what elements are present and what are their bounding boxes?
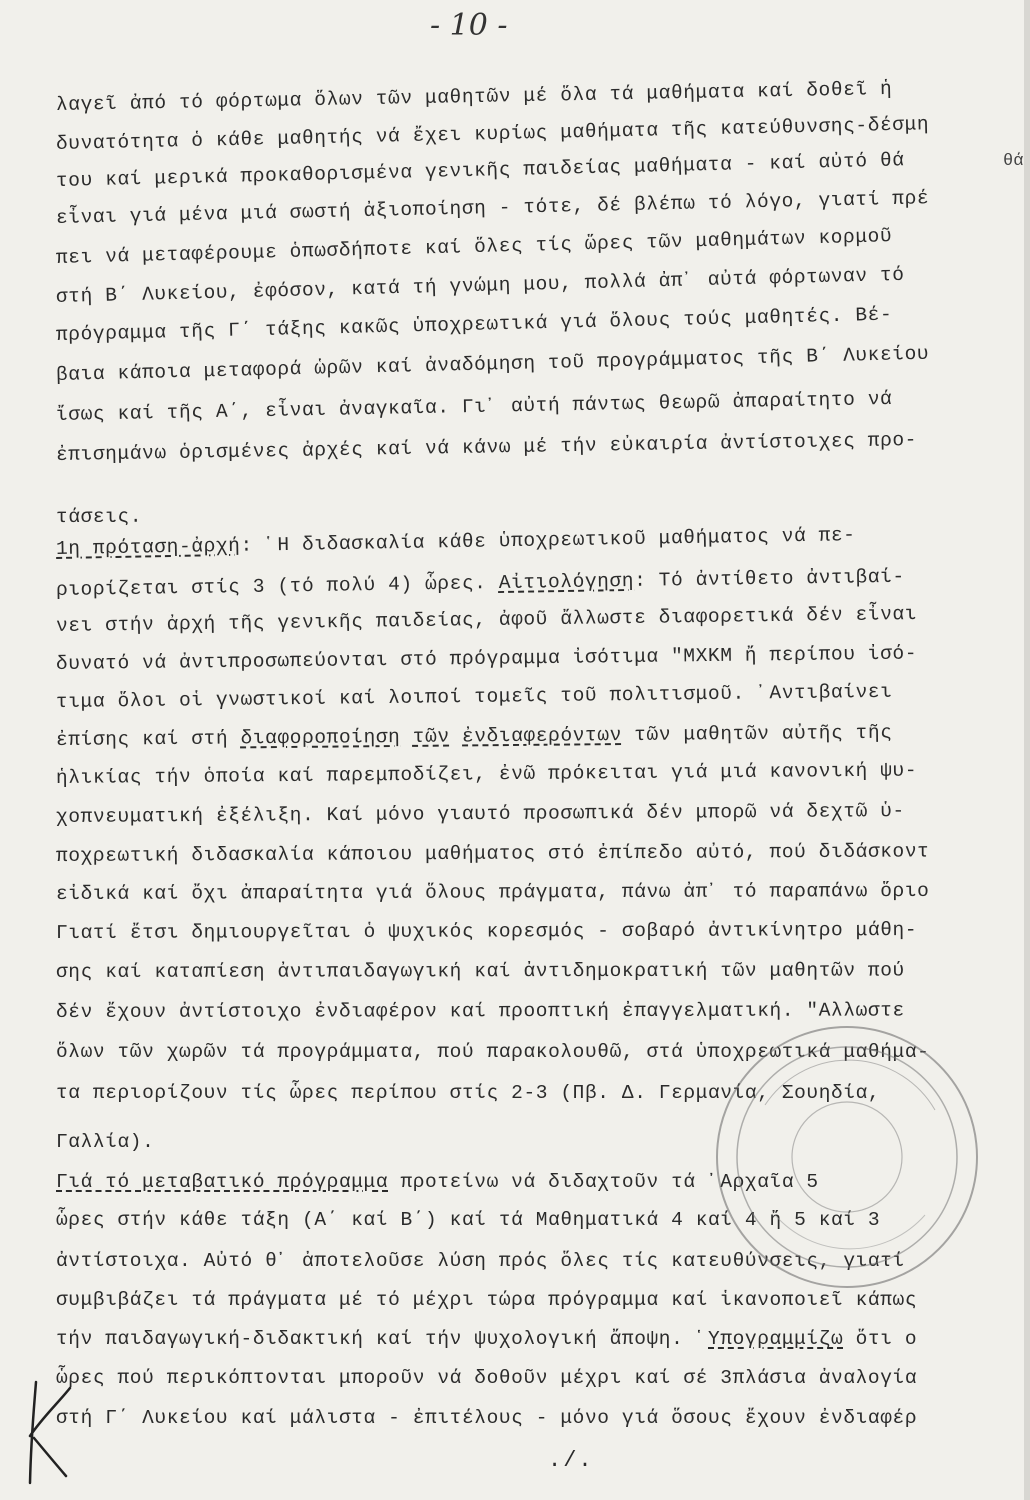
- text-segment: πει νά μεταφέρουμε ὁπωσδήποτε καί ὅλες τίς ὥρες τῶν μαθημάτων κορμοῦ: [55, 225, 893, 269]
- text-line: [56, 839, 930, 868]
- text-segment: Γιατί ἔτσι δημιουργεῖται ὁ ψυχικός κορεσμός - σοβαρό ἀντικίνητρο μάθη-: [55, 918, 918, 944]
- underlined-text: 1η πρόταση-ἀρχή: [55, 534, 241, 560]
- text-segment: Γαλλία).: [56, 1131, 155, 1153]
- text-segment: χοπνευματική ἐξέλιξη. Καί μόνο γιαυτό προσωπικά δέν μπορῶ νά δεχτῶ ὑ-: [55, 800, 905, 828]
- text-segment: εἶναι γιά μένα μιά σωστή ἀξιοποίηση - τότε, δέ βλέπω τό λόγο, γιατί πρέ: [55, 187, 930, 229]
- underlined-text: διαφοροποίηση: [240, 725, 401, 750]
- text-line: [56, 387, 893, 427]
- text-line: [56, 565, 905, 602]
- text-segment: τῶν μαθητῶν αὐτῆς τῆς: [621, 721, 893, 747]
- text-line: [56, 959, 905, 984]
- text-segment: ἡλικίας τήν ὁποία καί παρεμποδίζει, ἐνῶ πρόκειται γιά μιά κανονική ψυ-: [55, 759, 918, 789]
- text-line: [56, 758, 917, 790]
- text-line: [56, 879, 930, 906]
- text-segment: ὅτι ο: [843, 1328, 918, 1350]
- end-mark: ./.: [548, 1448, 594, 1473]
- underlined-text: Αἰτιολόγηση: [498, 569, 635, 595]
- text-line: [56, 1130, 154, 1154]
- text-segment: τάσεις.: [55, 505, 143, 528]
- text-segment: συμβιβάζει τά πράγματα μέ τό μέχρι τώρα πρόγραμμα καί ἱκανοποιεῖ κάπως: [56, 1289, 918, 1311]
- text-segment: ὧρες πού περικόπτονται μποροῦν νά δοθοῦν μέχρι καί σέ 3πλάσια ἀναλογία: [56, 1367, 918, 1389]
- text-line: [56, 641, 917, 676]
- text-line: [56, 77, 893, 117]
- text-segment: στή Β΄ Λυκείου, ἐφόσον, κατά τή γνώμη μου, πολλά ἀπ᾽ αὐτά φόρτωναν τό: [55, 263, 905, 308]
- text-segment: ποχρεωτική διδασκαλία κάποιου μαθήματος στό ἐπίπεδο αὐτό, πού διδάσκοντ: [55, 840, 930, 867]
- text-line: [56, 918, 917, 945]
- text-segment: δέν ἔχουν ἀντίστοιχο ἐνδιαφέρον καί προοπτική ἐπαγγελματική. "Αλλωστε: [55, 999, 905, 1023]
- overlay-text: θά: [1003, 152, 1024, 171]
- seal-stamp: [705, 1015, 990, 1300]
- text-segment: ὧρες στήν κάθε τάξη (Α΄ καί Β΄) καί τά Μαθηματικά 4 καί 4 ἤ 5 καί 3: [56, 1209, 881, 1231]
- signature-mark: [18, 1378, 78, 1488]
- underlined-text: Γιά τό μεταβατικό πρόγραμμα: [56, 1171, 389, 1193]
- text-line: [56, 148, 905, 193]
- text-line: [56, 505, 142, 529]
- text-segment: : Τό ἀντίθετο ἀντιβαί-: [633, 565, 905, 592]
- text-segment: ὅλων τῶν χωρῶν τά προγράμματα, πού παρακολουθῶ, στά ὑποχρεωτικά μαθήμα-: [56, 1041, 930, 1063]
- text-segment: ριορίζεται στίς 3 (τό πολύ 4) ὧρες.: [55, 572, 499, 601]
- text-segment: τα περιορίζουν τίς ὧρες περίπου στίς 2-3 (Πβ. Δ. Γερμανία, Σουηδία,: [56, 1082, 881, 1104]
- text-segment: εἰδικά καί ὄχι ἀπαραίτητα γιά ὅλους πράγματα, πάνω ἀπ᾽ τό παραπάνω ὅριο: [55, 879, 930, 905]
- text-line: [56, 428, 917, 467]
- text-line: [56, 799, 905, 829]
- text-segment: ἀντίστοιχα. Αὐτό θ᾽ ἀποτελοῦσε λύση πρός ὅλες τίς κατευθύνσεις, γιατί: [56, 1250, 905, 1272]
- text-segment: ἴσως καί τῆς Α΄, εἶναι ἀναγκαῖα. Γι᾽ αὐτή πάντως θεωρῶ ἀπαραίτητο νά: [55, 387, 893, 426]
- text-segment: ἐπίσης καί στή: [55, 727, 241, 751]
- text-line: [56, 263, 905, 309]
- text-segment: λαγεῖ ἀπό τό φόρτωμα ὅλων τῶν μαθητῶν μέ ὅλα τά μαθήματα καί δοθεῖ ἡ: [55, 77, 893, 116]
- text-segment: τιμα ὅλοι οἱ γνωστικοί καί λοιποί τομεῖς τοῦ πολιτισμοῦ. ᾽Αντιβαίνει: [55, 680, 893, 713]
- underlined-text: τῶν: [412, 725, 450, 748]
- text-segment: στή Γ΄ Λυκείου καί μάλιστα - ἐπιτέλους - μόνο γιά ὅσους ἔχουν ἐνδιαφέρ: [56, 1407, 918, 1429]
- text-segment: : ῾Η διδασκαλία κάθε ὑποχρεωτικοῦ μαθήματος νά πε-: [240, 524, 856, 557]
- text-segment: δυνατό νά ἀντιπροσωπεύονται στό πρόγραμμα ἰσότιμα "ΜΧΚΜ ἤ περίπου ἰσό-: [55, 642, 918, 675]
- text-segment: δυνατότητα ὁ κάθε μαθητής νά ἔχει κυρίως μαθήματα τῆς κατεύθυνσης-δέσμη: [55, 113, 930, 155]
- text-segment: [450, 725, 463, 747]
- text-line: [56, 186, 930, 230]
- page-number: - 10 -: [430, 8, 508, 43]
- text-line: [56, 112, 930, 156]
- text-line: [56, 602, 917, 638]
- text-line: [56, 342, 930, 387]
- text-segment: νει στήν ἀρχή τῆς γενικῆς παιδείας, ἀφοῦ ἄλλωστε διαφορετικά δέν εἶναι: [55, 602, 918, 637]
- text-line: [56, 1366, 917, 1390]
- text-line: [56, 721, 893, 752]
- underlined-text: ἐνδιαφερόντων: [461, 724, 623, 748]
- text-segment: σης καί καταπίεση ἀντιπαιδαγωγική καί ἀντιδημοκρατική τῶν μαθητῶν πού: [55, 959, 905, 983]
- text-segment: ἐπισημάνω ὁρισμένες ἀρχές καί νά κάνω μέ τήν εὐκαιρία ἀντίστοιχες προ-: [55, 428, 918, 466]
- text-line: [56, 1406, 917, 1430]
- text-segment: τήν παιδαγωγική-διδακτική καί τήν ψυχολογική ἄποψη. ῾: [56, 1328, 709, 1350]
- text-line: [56, 224, 893, 270]
- text-segment: του καί μερικά προκαθορισμένα γενικῆς παιδείας μαθήματα - καί αὐτό θά: [55, 149, 905, 192]
- text-segment: πρόγραμμα τῆς Γ΄ τάξης κακῶς ὑποχρεωτικά γιά ὅλους τούς μαθητές. Βέ-: [55, 303, 893, 346]
- text-line: [56, 680, 893, 714]
- text-segment: προτείνω νά διδαχτοῦν τά ᾽Αρχαῖα 5: [388, 1171, 819, 1193]
- text-line: [56, 523, 856, 561]
- text-segment: βαια κάποια μεταφορά ὡρῶν καί ἀναδόμηση τοῦ προγράμματος τῆς Β΄ Λυκείου: [55, 342, 930, 386]
- text-line: [56, 1327, 917, 1351]
- text-line: [56, 303, 893, 347]
- underlined-text: Υπογραμμίζω: [708, 1328, 844, 1350]
- text-segment: [400, 726, 413, 748]
